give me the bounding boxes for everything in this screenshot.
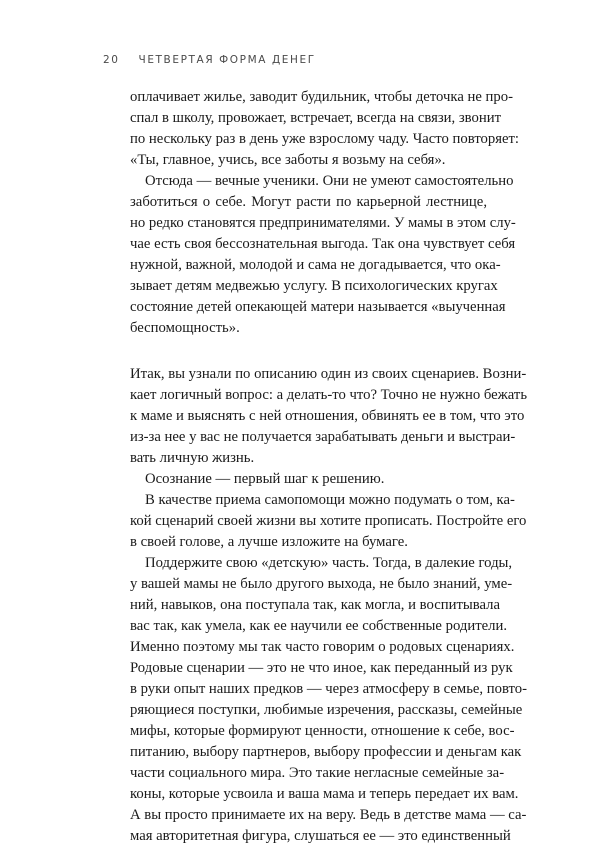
text-line: из-за нее у вас не получается зарабатывать деньги и выстраи-	[130, 429, 516, 445]
running-header	[103, 54, 316, 66]
text-line: к маме и выяснять с ней отношения, обвинять ее в том, что это	[130, 408, 525, 424]
text-line: Родовые сценарии — это не что иное, как переданный из рук	[130, 660, 513, 676]
text-line: спал в школу, провожает, встречает, всегда на связи, звонит	[130, 110, 501, 126]
text-line: вать личную жизнь.	[130, 450, 255, 466]
paragraph-gap	[130, 339, 487, 364]
text-line: кой сценарий своей жизни вы хотите прописать. Постройте его	[130, 513, 527, 529]
text-line: вас так, как умела, как ее научили ее собственные родители.	[130, 618, 508, 634]
text-line: по нескольку раз в день уже взрослому чаду. Часто повторяет:	[130, 131, 520, 147]
text-line: беспомощность».	[130, 320, 240, 336]
text-line: части социального мира. Это такие негласные семейные за-	[130, 765, 505, 781]
body-text	[130, 87, 528, 847]
text-line: ряющиеся поступки, любимые изречения, рассказы, семейные	[130, 702, 523, 718]
text-line: Итак, вы узнали по описанию один из своих сценариев. Возни-	[130, 366, 527, 382]
text-line: зывает детям медвежью услугу. В психологических кругах	[130, 278, 498, 294]
text-line: заботиться о себе. Могут расти по карьерной лестнице,	[130, 194, 487, 210]
text-line: у вашей мамы не было другого выхода, не было знаний, уме-	[130, 576, 513, 592]
text-line: в своей голове, а лучше изложите на бумаге.	[130, 534, 408, 550]
text-line: мая авторитетная фигура, слушаться ее — это единственный	[130, 828, 511, 844]
text-line: кает логичный вопрос: а делать-то что? Точно не нужно бежать	[130, 387, 528, 403]
text-line: но редко становятся предпринимателями. У мамы в этом слу-	[130, 215, 516, 231]
page-number: 20	[103, 54, 120, 66]
text-line: ний, навыков, она поступала так, как могла, и воспитывала	[130, 597, 500, 613]
text-line: в руки опыт наших предков — через атмосферу в семье, повто-	[130, 681, 527, 697]
text-line: Отсюда — вечные ученики. Они не умеют самостоятельно	[145, 173, 514, 189]
chapter-title: ЧЕТВЕРТАЯ ФОРМА ДЕНЕГ	[138, 54, 316, 66]
text-line: В качестве приема самопомощи можно подумать о том, ка-	[145, 492, 515, 508]
text-line: оплачивает жилье, заводит будильник, чтобы деточка не про-	[130, 89, 513, 105]
paragraph	[130, 469, 487, 490]
paragraph	[130, 171, 516, 339]
paragraph	[130, 553, 527, 847]
text-line: чае есть своя бессознательная выгода. Так она чувствует себя	[130, 236, 516, 252]
text-line: «Ты, главное, учись, все заботы я возьму на себя».	[130, 152, 446, 168]
text-line: Осознание — первый шаг к решению.	[145, 471, 385, 487]
text-line: А вы просто принимаете их на веру. Ведь в детстве мама — са-	[130, 807, 527, 823]
paragraph	[130, 490, 527, 553]
text-line: коны, которые усвоила и ваша мама и теперь передает их вам.	[130, 786, 519, 802]
paragraph	[130, 364, 528, 469]
text-line: Именно поэтому мы так часто говорим о родовых сценариях.	[130, 639, 515, 655]
text-line: мифы, которые формируют ценности, отношение к себе, вос-	[130, 723, 515, 739]
text-line: питанию, выбору партнеров, выбору профессии и деньгам как	[130, 744, 522, 760]
text-line: состояние детей опекающей матери называется «выученная	[130, 299, 506, 315]
text-line: Поддержите свою «детскую» часть. Тогда, в далекие годы,	[145, 555, 513, 571]
paragraph	[130, 87, 520, 171]
text-line: нужной, важной, молодой и сама не догадывается, что ока-	[130, 257, 501, 273]
